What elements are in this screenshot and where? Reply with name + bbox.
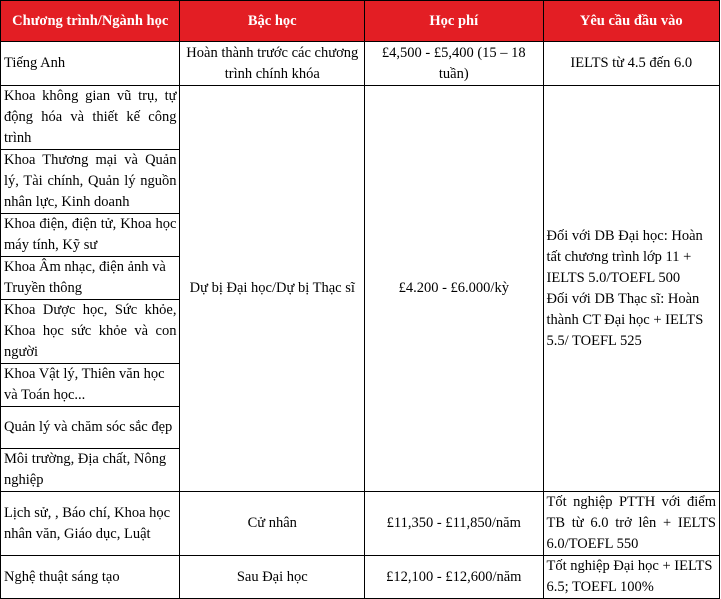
program-cell: Tiếng Anh bbox=[1, 42, 180, 86]
table-row bbox=[1, 42, 720, 86]
level-cell: Dự bị Đại học/Dự bị Thạc sĩ bbox=[180, 86, 365, 492]
fee-cell: £4,500 - £5,400 (15 – 18 tuần) bbox=[365, 42, 543, 86]
requirements-undergrad: Đối với DB Đại học: Hoàn tất chương trình lớp 11 + IELTS 5.0/TOEFL 500 bbox=[546, 227, 703, 286]
program-cell: Khoa Âm nhạc, điện ảnh và Truyền thông bbox=[1, 257, 180, 300]
program-cell: Khoa Vật lý, Thiên văn học và Toán học... bbox=[1, 364, 180, 407]
fee-cell: £11,350 - £11,850/năm bbox=[365, 492, 543, 556]
requirements-cell: IELTS từ 4.5 đến 6.0 bbox=[543, 42, 719, 86]
requirements-master: Đối với DB Thạc sĩ: Hoàn thành CT Đại học + IELTS 5.5/ TOEFL 525 bbox=[546, 290, 704, 349]
header-level: Bậc học bbox=[180, 1, 365, 42]
program-cell: Khoa Dược học, Sức khỏe, Khoa học sức khỏe và con người bbox=[1, 300, 180, 364]
program-cell: Lịch sử, , Báo chí, Khoa học nhân văn, Giáo dục, Luật bbox=[1, 492, 180, 556]
requirements-cell bbox=[543, 86, 719, 492]
program-cell: Khoa Thương mại và Quản lý, Tài chính, Quản lý nguồn nhân lực, Kinh doanh bbox=[1, 150, 180, 214]
header-row bbox=[1, 1, 720, 42]
header-fee: Học phí bbox=[365, 1, 543, 42]
program-cell: Quản lý và chăm sóc sắc đẹp bbox=[1, 407, 180, 449]
header-requirements: Yêu cầu đầu vào bbox=[543, 1, 719, 42]
level-cell: Hoàn thành trước các chương trình chính khóa bbox=[180, 42, 365, 86]
level-cell: Cử nhân bbox=[180, 492, 365, 556]
table-row bbox=[1, 86, 720, 150]
fee-cell: £4.200 - £6.000/kỳ bbox=[365, 86, 543, 492]
header-program: Chương trình/Ngành học bbox=[1, 1, 180, 42]
requirements-cell: Tốt nghiệp PTTH với điểm TB từ 6.0 trở lên + IELTS 6.0/TOEFL 550 bbox=[543, 492, 719, 556]
program-cell: Nghệ thuật sáng tạo bbox=[1, 556, 180, 599]
table-row bbox=[1, 556, 720, 599]
program-cell: Khoa không gian vũ trụ, tự động hóa và thiết kế công trình bbox=[1, 86, 180, 150]
requirements-cell: Tốt nghiệp Đại học + IELTS 6.5; TOEFL 100% bbox=[543, 556, 719, 599]
table-row bbox=[1, 492, 720, 556]
program-cell: Môi trường, Địa chất, Nông nghiệp bbox=[1, 449, 180, 492]
program-cell: Khoa điện, điện tử, Khoa học máy tính, Kỹ sư bbox=[1, 214, 180, 257]
level-cell: Sau Đại học bbox=[180, 556, 365, 599]
fee-cell: £12,100 - £12,600/năm bbox=[365, 556, 543, 599]
